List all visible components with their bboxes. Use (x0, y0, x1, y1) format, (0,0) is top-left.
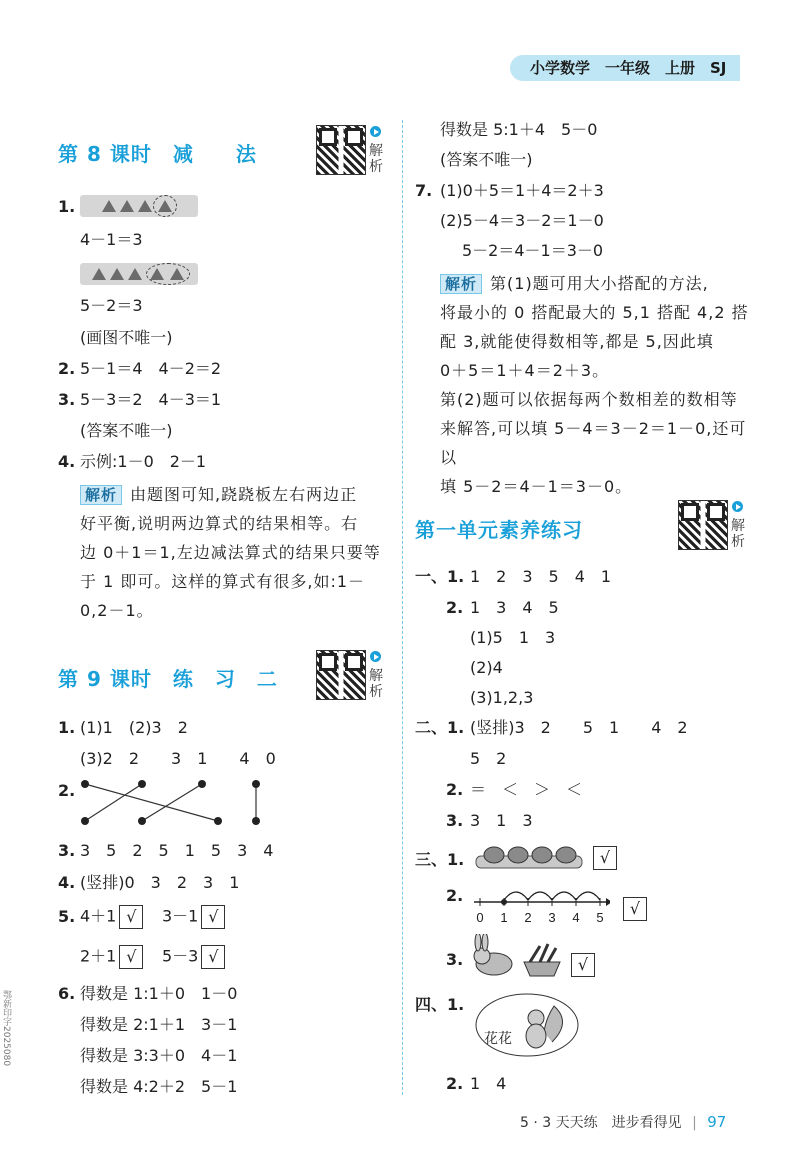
axis-tick-label: 0 (476, 910, 484, 925)
triangle-figure-2 (80, 263, 198, 285)
question-number: 7. (415, 181, 433, 200)
question-number: 2. (446, 1074, 464, 1093)
squirrel-name: 花花 (484, 1031, 512, 1047)
match-line (85, 784, 142, 821)
mooncake (484, 847, 504, 863)
match-dot (198, 780, 206, 788)
answer: (3)2 2 3 1 4 0 (80, 749, 276, 768)
question-number: 3. (446, 811, 464, 830)
question-number: 4. (58, 452, 76, 471)
analysis-line: 0,2－1。 (80, 601, 154, 620)
qr-code[interactable] (678, 500, 728, 550)
answer-line: 得数是 2:1＋1 3－1 (80, 1015, 238, 1034)
answer: 3 1 3 (470, 811, 533, 830)
footer-separator: | (692, 1115, 697, 1131)
analysis-line: 第(2)题可以依据每两个数相差的数相等 (440, 390, 738, 409)
answer: (竖排)3 2 5 1 4 2 (470, 718, 688, 737)
axis-tick-label: 1 (500, 910, 508, 925)
triangle-figure-1 (80, 195, 198, 217)
check-box: √ (623, 897, 647, 921)
mooncake (532, 847, 552, 863)
jiexi-vertical-label: 解析 (731, 518, 745, 550)
part-label: 三、1. (415, 850, 465, 869)
question-number: 2. (58, 781, 76, 800)
analysis-line: 配 3,就能使得数相等,都是 5,因此填 (440, 332, 714, 351)
answer: (2)5－4＝3－2＝1－0 (440, 211, 604, 230)
check-box: √ (119, 945, 143, 969)
analysis-block-1 (80, 480, 390, 625)
note: (答案不唯一) (80, 421, 173, 440)
match-dot (214, 817, 222, 825)
play-icon (370, 651, 381, 662)
part-label: 四、1. (415, 995, 465, 1014)
jiexi-vertical-label: 解析 (369, 143, 383, 175)
question-number: 3. (58, 841, 76, 860)
match-dot (252, 780, 260, 788)
page-footer (520, 1112, 726, 1132)
answer: (1)5 1 3 (470, 628, 556, 647)
question-number: 2. (58, 359, 76, 378)
compare-item: 5－3 √ (162, 945, 225, 969)
analysis-line: 填 5－2＝4－1＝3－0。 (440, 477, 633, 496)
answer-line: 得数是 1:1＋0 1－0 (80, 984, 238, 1003)
side-print-code: 鄂新印字2025080 (1, 990, 11, 1067)
check-box: √ (201, 945, 225, 969)
section-title-unit1: 第一单元素养练习 (415, 518, 583, 542)
dashed-circle (153, 195, 177, 217)
answer-line: 得数是 4:2＋2 5－1 (80, 1077, 238, 1096)
question-number: 1. (58, 197, 76, 216)
question-number: 1. (58, 718, 76, 737)
section-title-lesson8: 第 8 课时 减 法 (58, 142, 257, 166)
answer: 3 5 2 5 1 5 3 4 (80, 841, 274, 860)
check-box: √ (201, 905, 225, 929)
answer-line: 得数是 5:1＋4 5－0 (440, 120, 598, 139)
section-title-lesson9: 第 9 课时 练 习 二 (58, 667, 278, 691)
question-number: 2. (446, 598, 464, 617)
analysis-line: 好平衡,说明两边算式的结果相等。右 (80, 514, 359, 533)
check-box: √ (571, 953, 595, 977)
note: (答案不唯一) (440, 150, 533, 169)
answer: 5－2＝4－1＝3－0 (462, 241, 604, 260)
triangle-icon (138, 200, 152, 212)
axis-tick-label: 3 (548, 910, 556, 925)
answer: (竖排)0 3 2 3 1 (80, 873, 240, 892)
question-number: 6. (58, 984, 76, 1003)
jiexi-vertical-label: 解析 (369, 668, 383, 700)
match-dot (81, 817, 89, 825)
triangle-icon (128, 268, 142, 280)
question-number: 2. (446, 886, 464, 905)
question-number: 4. (58, 873, 76, 892)
mooncake-tray (474, 842, 586, 872)
axis-tick-label: 2 (524, 910, 532, 925)
jump-arc (576, 892, 600, 900)
answer-line: 得数是 3:3＋0 4－1 (80, 1046, 238, 1065)
rabbit-carrot-picture (470, 934, 566, 978)
answer: (1)1 (2)3 2 (80, 718, 188, 737)
answer: (3)1,2,3 (470, 688, 534, 707)
question-number: 2. (446, 780, 464, 799)
question-number: 5. (58, 907, 76, 926)
answer: 5 2 (470, 749, 507, 768)
compare-item: 4＋1 √ (80, 905, 143, 929)
brand-slogan: 5 · 3 天天练 进步看得见 (520, 1115, 682, 1131)
equation: 4－1＝3 (80, 230, 143, 249)
triangle-icon (120, 200, 134, 212)
note: (画图不唯一) (80, 328, 173, 347)
jump-arc (552, 892, 576, 900)
match-dot (81, 780, 89, 788)
start-dot (501, 899, 507, 905)
play-icon (732, 501, 743, 512)
compare-item: 2＋1 √ (80, 945, 143, 969)
match-dot (252, 817, 260, 825)
answer: ＝ ＜ ＞ ＜ (470, 780, 583, 799)
analysis-line: 边 0＋1＝1,左边减法算式的结果只要等 (80, 543, 381, 562)
analysis-line: 来解答,可以填 5－4＝3－2＝1－0,还可以 (440, 419, 747, 467)
answer: 5－3＝2 4－3＝1 (80, 390, 222, 409)
axis-tick-label: 4 (572, 910, 580, 925)
number-line (470, 878, 610, 926)
jump-arc (504, 892, 528, 900)
analysis-line: 第(1)题可用大小搭配的方法, (490, 274, 709, 293)
compare-item: 3－1 √ (162, 905, 225, 929)
axis-tick-label: 5 (596, 910, 604, 925)
answer: 5－1＝4 4－2＝2 (80, 359, 222, 378)
analysis-line: 0＋5＝1＋4＝2＋3。 (440, 361, 610, 380)
qr-code[interactable] (316, 650, 366, 700)
question-number: 3. (446, 950, 464, 969)
qr-code[interactable] (316, 125, 366, 175)
match-dot (138, 780, 146, 788)
triangle-icon (110, 268, 124, 280)
answer: 示例:1－0 2－1 (80, 452, 207, 471)
matching-lines (78, 776, 278, 830)
answer: 1 4 (470, 1074, 507, 1093)
equation: 5－2＝3 (80, 296, 143, 315)
dashed-circle (146, 263, 190, 285)
part-label: 一、1. (415, 567, 465, 586)
answer: 1 2 3 5 4 1 (470, 567, 612, 586)
analysis-line: 将最小的 0 搭配最大的 5,1 搭配 4,2 搭 (440, 303, 749, 322)
check-box: √ (119, 905, 143, 929)
subject-banner: 小学数学 一年级 上册 SJ (510, 55, 740, 81)
jump-arc (528, 892, 552, 900)
part-label: 二、1. (415, 718, 465, 737)
mooncake (556, 847, 576, 863)
analysis-line: 于 1 即可。这样的算式有很多,如:1－ (80, 572, 366, 591)
question-number: 3. (58, 390, 76, 409)
mooncake (508, 847, 528, 863)
answer: 1 3 4 5 (470, 598, 559, 617)
analysis-tag: 解析 (80, 485, 122, 505)
analysis-tag: 解析 (440, 274, 482, 294)
page-number: 97 (707, 1113, 727, 1131)
answer: (2)4 (470, 658, 503, 677)
triangle-icon (92, 268, 106, 280)
play-icon (370, 126, 381, 137)
column-divider (402, 120, 403, 1095)
answer: (1)0＋5＝1＋4＝2＋3 (440, 181, 604, 200)
analysis-block-2 (440, 269, 760, 501)
triangle-icon (102, 200, 116, 212)
check-box: √ (593, 846, 617, 870)
analysis-line: 由题图可知,跷跷板左右两边正 (130, 485, 358, 504)
match-dot (138, 817, 146, 825)
